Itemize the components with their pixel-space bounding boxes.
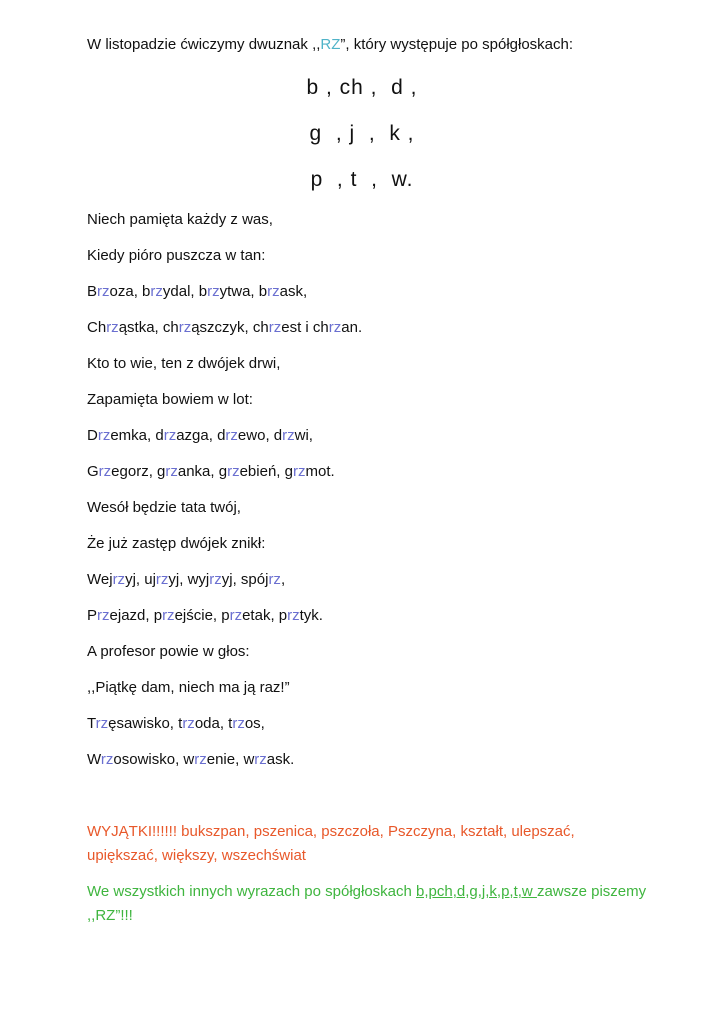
poem-text: os, <box>244 715 265 732</box>
rz-highlight: rz <box>282 427 295 444</box>
rz-highlight: rz <box>225 427 238 444</box>
poem-line <box>87 391 253 409</box>
poem-text: est i ch <box>281 319 329 336</box>
poem-text: ewo, d <box>237 427 283 444</box>
poem-text: etak, p <box>242 607 288 624</box>
rz-highlight: rz <box>232 715 245 732</box>
poem-line <box>87 679 290 697</box>
poem-text: P <box>87 607 98 624</box>
poem-text: A profesor powie w głos: <box>87 643 250 660</box>
poem-text: tyk. <box>299 607 323 624</box>
rz-highlight: rz <box>287 607 300 624</box>
poem-text: B <box>87 283 98 300</box>
poem-text: T <box>87 715 96 732</box>
rz-highlight: rz <box>182 715 195 732</box>
poem-text: Że już zastęp dwójek znikł: <box>87 535 266 552</box>
poem-text: , <box>280 571 286 588</box>
poem-text: enie, w <box>206 751 255 768</box>
poem-text: W <box>87 751 101 768</box>
poem-text: D <box>87 427 98 444</box>
rz-highlight: rz <box>268 319 282 336</box>
intro-line <box>87 36 573 54</box>
rz-highlight: rz <box>97 427 111 444</box>
intro-after: ”, który występuje po spółgłoskach: <box>340 36 574 53</box>
poem-text: Kiedy pióro puszcza w tan: <box>87 247 266 264</box>
poem-text: Wej <box>87 571 113 588</box>
rule-before: We wszystkich innych wyrazach po spółgłoskach <box>87 883 417 900</box>
poem-line <box>87 715 265 733</box>
exceptions-paragraph: WYJĄTKI!!!!!! bukszpan, pszenica, pszczoła, Pszczyna, kształt, ulepszać, upiększać, większy, wszechświat <box>87 823 575 864</box>
poem-text: Niech pamięta każdy z was, <box>87 211 273 228</box>
poem-text: anka, g <box>177 463 228 480</box>
poem-text: ejście, p <box>174 607 230 624</box>
poem-text: ebień, g <box>239 463 293 480</box>
poem-line <box>87 607 323 625</box>
poem-line <box>87 751 294 769</box>
rule-consonants-underlined: b,pch,d,g,j,k,p,t,w <box>416 883 537 900</box>
consonant-row-3: p , t , w. <box>310 168 414 191</box>
poem-text: emka, d <box>110 427 164 444</box>
poem-text: G <box>87 463 99 480</box>
poem-text: mot. <box>305 463 335 480</box>
rz-highlight: rz <box>227 463 240 480</box>
rz-highlight: rz <box>209 571 222 588</box>
rz-highlight: rz <box>162 607 175 624</box>
poem-text: Ch <box>87 319 107 336</box>
poem-line <box>87 643 250 661</box>
poem-text: azga, d <box>176 427 226 444</box>
rz-highlight: rz <box>163 427 177 444</box>
rule-paragraph <box>87 880 647 928</box>
poem-text: ąstka, ch <box>118 319 179 336</box>
poem-text: ask. <box>266 751 295 768</box>
rz-highlight: rz <box>165 463 178 480</box>
poem-line <box>87 283 307 301</box>
rz-highlight: rz <box>328 319 342 336</box>
poem-text: ask, <box>279 283 308 300</box>
poem-text: ąszczyk, ch <box>191 319 269 336</box>
rz-highlight: rz <box>98 463 112 480</box>
poem-line <box>87 427 313 445</box>
poem-text: egorz, g <box>111 463 166 480</box>
poem-text: ęsawisko, t <box>108 715 183 732</box>
poem-text: Kto to wie, ten z dwójek drwi, <box>87 355 281 372</box>
rz-highlight: rz <box>178 319 192 336</box>
rule-after: zawsze piszemy ,,RZ”!!! <box>87 883 647 924</box>
poem-line <box>87 211 273 229</box>
intro-before: W listopadzie ćwiczymy dwuznak ,, <box>87 36 321 53</box>
poem-text: ejazd, p <box>109 607 163 624</box>
consonant-row-1: b , ch , d , <box>306 76 418 99</box>
rz-highlight: rz <box>207 283 220 300</box>
consonant-row-2: g , j , k , <box>309 122 415 145</box>
poem-text: ydal, b <box>162 283 208 300</box>
rz-highlight: rz <box>229 607 243 624</box>
rz-highlight: rz <box>194 751 207 768</box>
poem-line <box>87 355 280 373</box>
rz-highlight: rz <box>97 283 110 300</box>
rz-highlight: rz <box>100 751 114 768</box>
poem-text: ytwa, b <box>219 283 268 300</box>
poem-text: Zapamięta bowiem w lot: <box>87 391 253 408</box>
poem-line <box>87 463 335 481</box>
rz-highlight: rz <box>292 463 306 480</box>
rz-highlight: rz <box>106 319 119 336</box>
poem-line <box>87 571 285 589</box>
rz-highlight: rz <box>150 283 163 300</box>
poem-line <box>87 535 265 553</box>
poem-text: wi, <box>294 427 313 444</box>
rz-highlight: rz <box>267 283 280 300</box>
rz-highlight: rz <box>155 571 169 588</box>
poem-text: Wesół będzie tata twój, <box>87 499 241 516</box>
poem-text: osowisko, w <box>113 751 195 768</box>
poem-text: yj, uj <box>125 571 156 588</box>
poem-text: yj, spój <box>221 571 269 588</box>
poem-line <box>87 247 265 265</box>
poem-line <box>87 499 241 517</box>
rz-highlight: rz <box>268 571 281 588</box>
rz-highlight: rz <box>97 607 110 624</box>
poem-text: yj, wyj <box>168 571 210 588</box>
rz-highlight: rz <box>254 751 267 768</box>
poem-line <box>87 319 362 337</box>
poem-text: oda, t <box>194 715 233 732</box>
poem-text: an. <box>341 319 363 336</box>
rz-highlight: rz <box>112 571 126 588</box>
intro-rz-highlight: RZ <box>320 36 341 53</box>
poem-text: ,,Piątkę dam, niech ma ją raz!” <box>87 679 290 696</box>
poem-text: oza, b <box>109 283 151 300</box>
rz-highlight: rz <box>95 715 109 732</box>
